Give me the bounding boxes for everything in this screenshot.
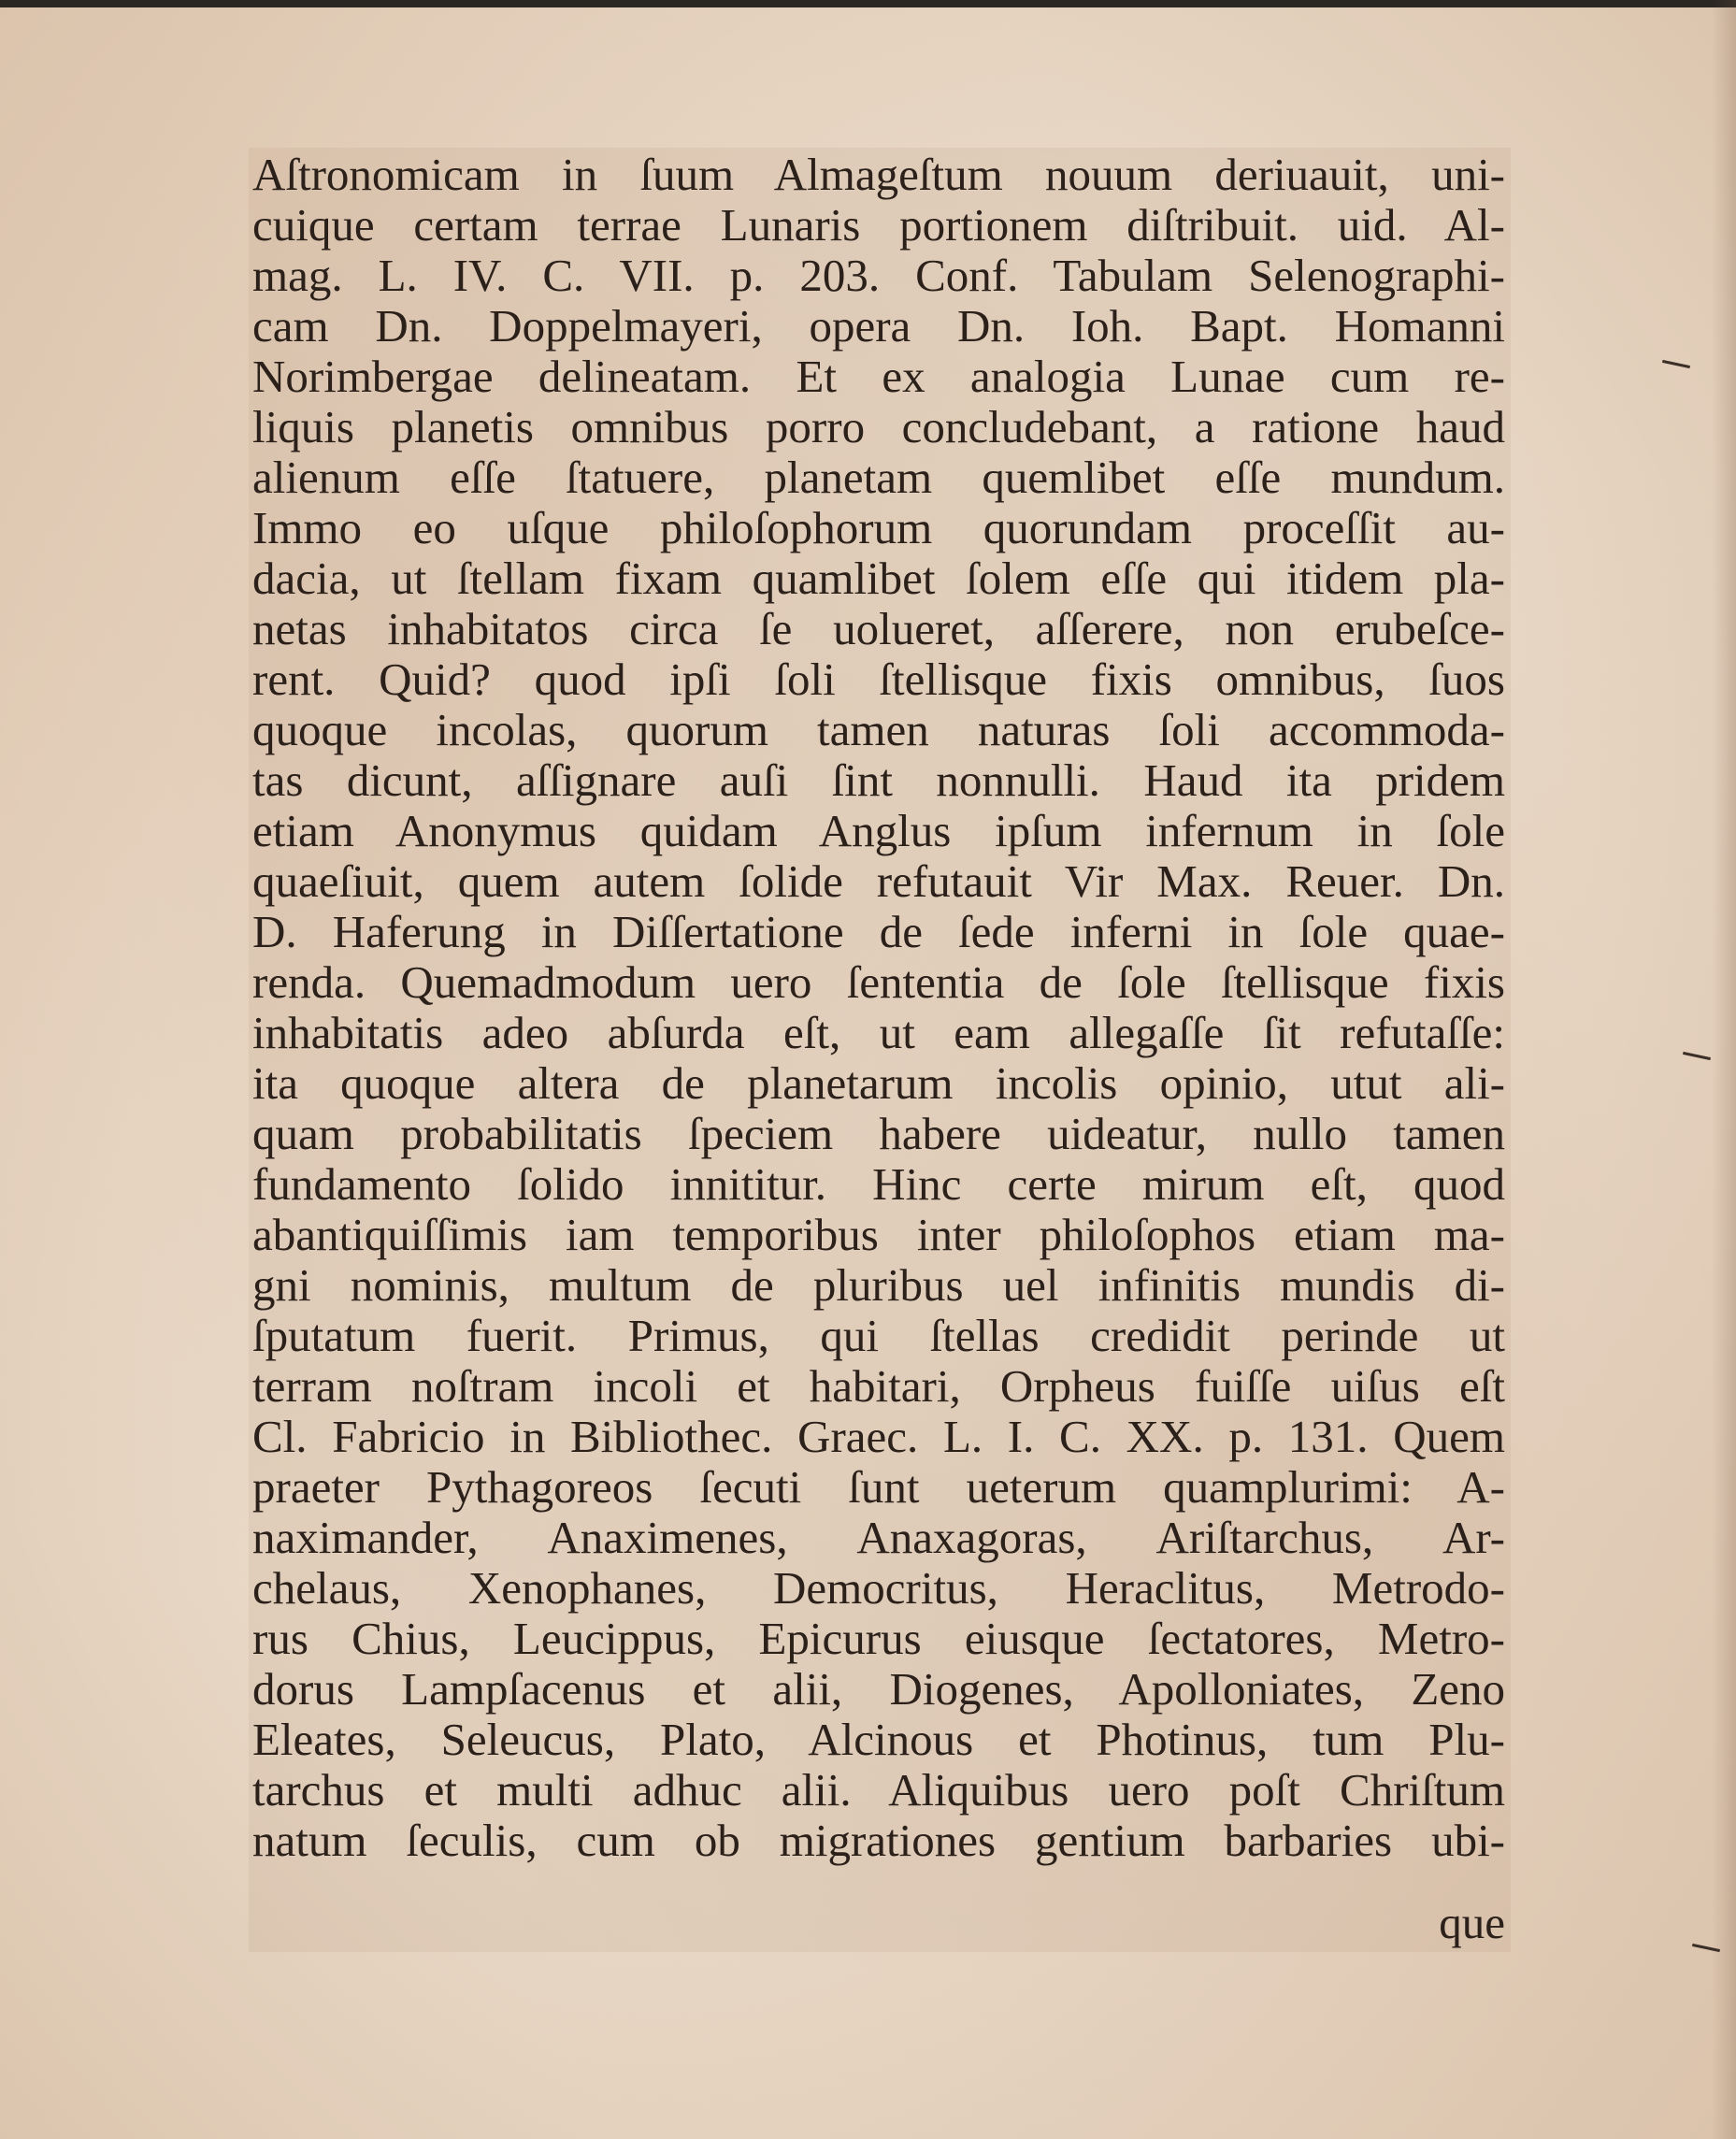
- text-line: Aſtronomicam in ſuum Almageſtum nouum deriuauit, uni-: [252, 149, 1505, 200]
- text-line: mag. L. IV. C. VII. p. 203. Conf. Tabulam Selenographi-: [252, 250, 1505, 301]
- text-line: Immo eo uſque philoſophorum quorundam proceſſit au-: [252, 502, 1505, 553]
- text-line: rent. Quid? quod ipſi ſoli ſtellisque fixis omnibus, ſuos: [252, 653, 1505, 705]
- text-line: liquis planetis omnibus porro concludebant, a ratione haud: [252, 401, 1505, 452]
- text-line: cuique certam terrae Lunaris portionem diſtribuit. uid. Al-: [252, 199, 1505, 251]
- text-line: tas dicunt, aſſignare auſi ſint nonnulli. Haud ita pridem: [252, 754, 1505, 806]
- text-line: praeter Pythagoreos ſecuti ſunt ueterum quamplurimi: A-: [252, 1461, 1505, 1513]
- text-line: quoque incolas, quorum tamen naturas ſoli accommoda-: [252, 704, 1505, 755]
- text-line: quam probabilitatis ſpeciem habere uideatur, nullo tamen: [252, 1108, 1505, 1159]
- text-line: fundamento ſolido innititur. Hinc certe mirum eſt, quod: [252, 1158, 1505, 1210]
- margin-mark: [1683, 1052, 1711, 1060]
- text-line: etiam Anonymus quidam Anglus ipſum infernum in ſole: [252, 805, 1505, 856]
- text-line: alienum eſſe ſtatuere, planetam quemlibet eſſe mundum.: [252, 452, 1505, 503]
- text-line: natum ſeculis, cum ob migrationes gentium barbaries ubi-: [252, 1815, 1505, 1866]
- text-line: ſputatum fuerit. Primus, qui ſtellas credidit perinde ut: [252, 1310, 1505, 1361]
- page-right-edge-shadow: [1712, 0, 1736, 2139]
- text-line: cam Dn. Doppelmayeri, opera Dn. Ioh. Bapt. Homanni: [252, 300, 1505, 352]
- catchword: que: [1439, 1897, 1505, 1948]
- text-line: naximander, Anaximenes, Anaxagoras, Ariſtarchus, Ar-: [252, 1512, 1505, 1563]
- text-line: rus Chius, Leucippus, Epicurus eiusque ſectatores, Metro-: [252, 1613, 1505, 1664]
- text-line: renda. Quemadmodum uero ſententia de ſole ſtellisque fixis: [252, 956, 1505, 1008]
- text-line: netas inhabitatos circa ſe uolueret, aſſerere, non erubeſce-: [252, 603, 1505, 654]
- text-line: Eleates, Seleucus, Plato, Alcinous et Photinus, tum Plu-: [252, 1714, 1505, 1765]
- text-line: chelaus, Xenophanes, Democritus, Heraclitus, Metrodo-: [252, 1562, 1505, 1614]
- page-top-edge: [0, 0, 1736, 7]
- text-line: dorus Lampſacenus et alii, Diogenes, Apolloniates, Zeno: [252, 1663, 1505, 1715]
- text-line: D. Haferung in Diſſertatione de ſede inferni in ſole quae-: [252, 906, 1505, 957]
- text-line: dacia, ut ſtellam fixam quamlibet ſolem eſſe qui itidem pla-: [252, 553, 1505, 604]
- margin-mark: [1662, 360, 1690, 368]
- text-line: tarchus et multi adhuc alii. Aliquibus uero poſt Chriſtum: [252, 1764, 1505, 1816]
- text-line: inhabitatis adeo abſurda eſt, ut eam allegaſſe ſit refutaſſe:: [252, 1007, 1505, 1058]
- text-line: Cl. Fabricio in Bibliothec. Graec. L. I. C. XX. p. 131. Quem: [252, 1411, 1505, 1462]
- text-line: gni nominis, multum de pluribus uel infinitis mundis di-: [252, 1259, 1505, 1311]
- text-line: abantiquiſſimis iam temporibus inter philoſophos etiam ma-: [252, 1209, 1505, 1260]
- text-line: quaeſiuit, quem autem ſolide refutauit Vir Max. Reuer. Dn.: [252, 855, 1505, 907]
- text-line: Norimbergae delineatam. Et ex analogia Lunae cum re-: [252, 351, 1505, 402]
- text-line: terram noſtram incoli et habitari, Orpheus fuiſſe uiſus eſt: [252, 1360, 1505, 1412]
- text-line: ita quoque altera de planetarum incolis opinio, utut ali-: [252, 1057, 1505, 1109]
